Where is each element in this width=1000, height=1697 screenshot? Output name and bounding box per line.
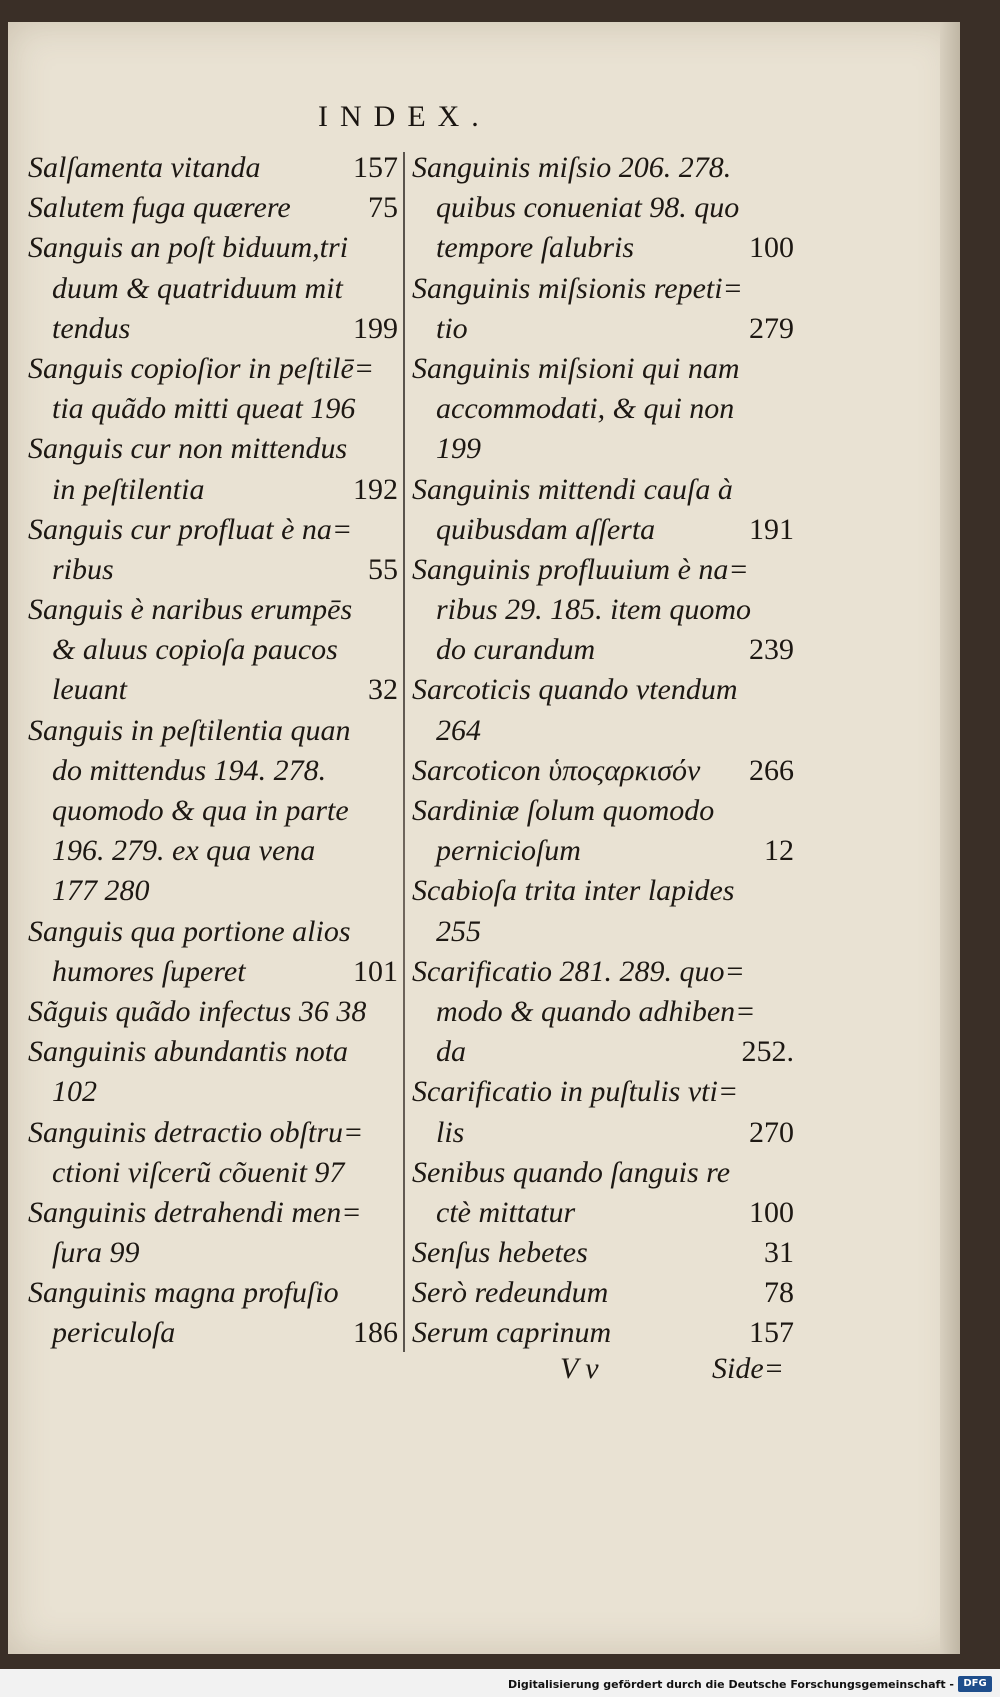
entry-text: ribus 29. 185. item quomo — [436, 593, 751, 627]
index-entry-line — [28, 912, 398, 952]
index-entry-line — [412, 912, 794, 952]
entry-text: accommodati, & qui non — [436, 392, 735, 426]
entry-text: Scabioſa trita inter lapides — [412, 874, 735, 908]
index-entry-line — [412, 269, 794, 309]
entry-page-number: 270 — [749, 1115, 794, 1149]
index-entry-line — [412, 1072, 794, 1112]
entry-text: 102 — [52, 1075, 97, 1109]
entry-text: Sanguinis detractio obſtru= — [28, 1115, 364, 1149]
index-entry-line — [28, 952, 398, 992]
entry-text: leuant — [52, 673, 127, 707]
entry-text: Serum caprinum — [412, 1316, 612, 1350]
column-divider — [403, 152, 405, 1352]
entry-text: quibus conueniat 98. quo — [436, 191, 740, 225]
index-entry-line — [412, 1273, 794, 1313]
index-entry-line — [28, 148, 398, 188]
entry-text: humores ſuperet — [52, 954, 246, 988]
index-entry-line — [28, 188, 398, 228]
entry-page-number: 191 — [749, 512, 794, 546]
entry-text: Sanguis cur non mittendus — [28, 432, 348, 466]
index-entry-line — [412, 831, 794, 871]
entry-page-number: 266 — [749, 753, 794, 787]
entry-page-number: 100 — [749, 231, 794, 265]
entry-page-number: 75 — [368, 191, 398, 225]
entry-page-number: 78 — [764, 1276, 794, 1310]
entry-text: Sanguis cur profluat è na= — [28, 512, 353, 546]
index-entry-line — [28, 1153, 398, 1193]
entry-text: Sarcoticis quando vtendum — [412, 673, 738, 707]
entry-page-number: 12 — [764, 834, 794, 868]
index-entry-line — [28, 550, 398, 590]
entry-text: Sãguis quãdo infectus 36 38 — [28, 994, 367, 1028]
index-entry-line — [28, 751, 398, 791]
entry-page-number: 32 — [368, 673, 398, 707]
index-entry-line — [28, 1193, 398, 1233]
entry-text: Sarcoticon ὑποςαρκισόν — [412, 753, 701, 787]
index-entry-line — [412, 510, 794, 550]
entry-text: do mittendus 194. 278. — [52, 753, 327, 787]
signature-mark: V v — [560, 1352, 599, 1385]
entry-text: modo & quando adhiben= — [436, 994, 756, 1028]
entry-page-number: 31 — [764, 1236, 794, 1270]
index-entry-line — [412, 349, 794, 389]
entry-text: duum & quatriduum mit — [52, 271, 343, 305]
entry-page-number: 199 — [353, 311, 398, 345]
entry-page-number: 100 — [749, 1195, 794, 1229]
index-entry-line — [28, 309, 398, 349]
entry-page-number: 279 — [749, 311, 794, 345]
entry-text: in peſtilentia — [52, 472, 205, 506]
index-entry-line — [412, 992, 794, 1032]
footer-credit: Digitalisierung gefördert durch die Deutsche Forschungsgemeinschaft - — [507, 1678, 954, 1691]
index-entry-line — [412, 871, 794, 911]
entry-page-number: 55 — [368, 552, 398, 586]
page-edge — [940, 22, 960, 1654]
entry-text: 199 — [436, 432, 481, 466]
entry-text: tendus — [52, 311, 131, 345]
index-entry-line — [412, 1153, 794, 1193]
index-entry-line — [28, 1032, 398, 1072]
entry-text: 177 280 — [52, 874, 150, 908]
entry-text: Sanguis in peſtilentia quan — [28, 713, 351, 747]
index-entry-line — [412, 751, 794, 791]
entry-text: Sanguis qua portione alios — [28, 914, 351, 948]
index-entry-line — [28, 1072, 398, 1112]
index-entry-line — [412, 952, 794, 992]
index-entry-line — [412, 188, 794, 228]
index-entry-line — [412, 1233, 794, 1273]
entry-text: Salutem fuga quærere — [28, 191, 291, 225]
entry-text: Scarificatio in puſtulis vti= — [412, 1075, 739, 1109]
index-entry-line — [412, 711, 794, 751]
entry-text: pernicioſum — [436, 834, 581, 868]
entry-page-number: 157 — [749, 1316, 794, 1350]
entry-text: lis — [436, 1115, 465, 1149]
index-entry-line — [28, 269, 398, 309]
index-entry-line — [412, 309, 794, 349]
index-entry-line — [28, 670, 398, 710]
entry-text: quomodo & qua in parte — [52, 794, 349, 827]
entry-page-number: 192 — [353, 472, 398, 506]
index-entry-line — [412, 590, 794, 630]
index-entry-line — [28, 349, 398, 389]
entry-text: Serò redeundum — [412, 1276, 609, 1310]
entry-text: ctioni viſcerũ cõuenit 97 — [52, 1155, 345, 1189]
index-entry-line — [28, 711, 398, 751]
entry-text: da — [436, 1035, 466, 1069]
index-entry-line — [28, 389, 398, 429]
entry-text: Sanguinis detrahendi men= — [28, 1195, 362, 1229]
dfg-logo: DFG — [958, 1676, 992, 1692]
entry-text: Sanguinis magna profuſio — [28, 1276, 339, 1310]
index-entry-line — [28, 510, 398, 550]
index-entry-line — [28, 1113, 398, 1153]
index-entry-line — [412, 550, 794, 590]
index-entry-line — [28, 590, 398, 630]
entry-text: Sanguinis miſsionis repeti= — [412, 271, 743, 305]
page-header: INDEX. — [318, 100, 491, 133]
entry-text: Sanguis è naribus erumpēs — [28, 593, 353, 627]
entry-text: Sanguinis miſsioni qui nam — [412, 351, 740, 385]
index-entry-line — [28, 1273, 398, 1313]
entry-page-number: 239 — [749, 633, 794, 667]
entry-text: Sardiniæ ſolum quomodo — [412, 794, 715, 827]
index-entry-line — [412, 1113, 794, 1153]
entry-text: Sanguinis abundantis nota — [28, 1035, 349, 1069]
entry-text: Sanguis an poſt biduum,tri — [28, 231, 349, 265]
entry-text: 196. 279. ex qua vena — [52, 834, 316, 868]
index-entry-line — [28, 992, 398, 1032]
entry-text: Salſamenta vitanda — [28, 151, 261, 184]
index-entry-line — [28, 1233, 398, 1273]
index-entry-line — [412, 630, 794, 670]
index-column-right — [412, 148, 794, 1354]
entry-page-number: 186 — [353, 1316, 398, 1350]
index-column-left — [28, 148, 398, 1354]
entry-text: Sanguis copioſior in peſtilē= — [28, 351, 375, 385]
index-entry-line — [28, 1313, 398, 1353]
entry-page-number: 157 — [353, 151, 398, 184]
index-entry-line — [28, 429, 398, 469]
index-entry-line — [412, 1032, 794, 1072]
entry-text: 264 — [436, 713, 481, 747]
entry-text: Sanguinis miſsio 206. 278. — [412, 151, 732, 184]
entry-text: Senibus quando ſanguis re — [412, 1155, 731, 1189]
entry-text: ctè mittatur — [436, 1195, 576, 1229]
entry-text: do curandum — [436, 633, 596, 667]
index-entry-line — [412, 148, 794, 188]
index-entry-line — [28, 871, 398, 911]
index-entry-line — [412, 1193, 794, 1233]
entry-page-number: 101 — [353, 954, 398, 988]
index-entry-line — [28, 831, 398, 871]
entry-text: tio — [436, 311, 468, 345]
index-entry-line — [412, 470, 794, 510]
entry-text: Sanguinis mittendi cauſa à — [412, 472, 733, 506]
index-entry-line — [28, 791, 398, 831]
entry-text: tia quãdo mitti queat 196 — [52, 392, 356, 426]
index-entry-line — [28, 228, 398, 268]
index-entry-line — [28, 630, 398, 670]
index-entry-line — [28, 470, 398, 510]
index-entry-line — [412, 429, 794, 469]
entry-text: Sanguinis profluuium è na= — [412, 552, 749, 586]
catchword: Side= — [712, 1352, 784, 1385]
index-entry-line — [412, 228, 794, 268]
entry-text: periculoſa — [52, 1316, 176, 1350]
index-entry-line — [412, 389, 794, 429]
entry-page-number: 252. — [741, 1035, 794, 1069]
entry-text: & aluus copioſa paucos — [52, 633, 338, 667]
entry-text: tempore ſalubris — [436, 231, 635, 265]
index-entry-line — [412, 670, 794, 710]
entry-text: Senſus hebetes — [412, 1236, 588, 1270]
entry-text: ſura 99 — [52, 1236, 140, 1270]
entry-text: 255 — [436, 914, 481, 948]
entry-text: quibusdam aſſerta — [436, 512, 656, 546]
footer-bar — [0, 1669, 1000, 1697]
entry-text: Scarificatio 281. 289. quo= — [412, 954, 745, 988]
index-entry-line — [412, 1313, 794, 1353]
index-entry-line — [412, 791, 794, 831]
entry-text: ribus — [52, 552, 114, 586]
